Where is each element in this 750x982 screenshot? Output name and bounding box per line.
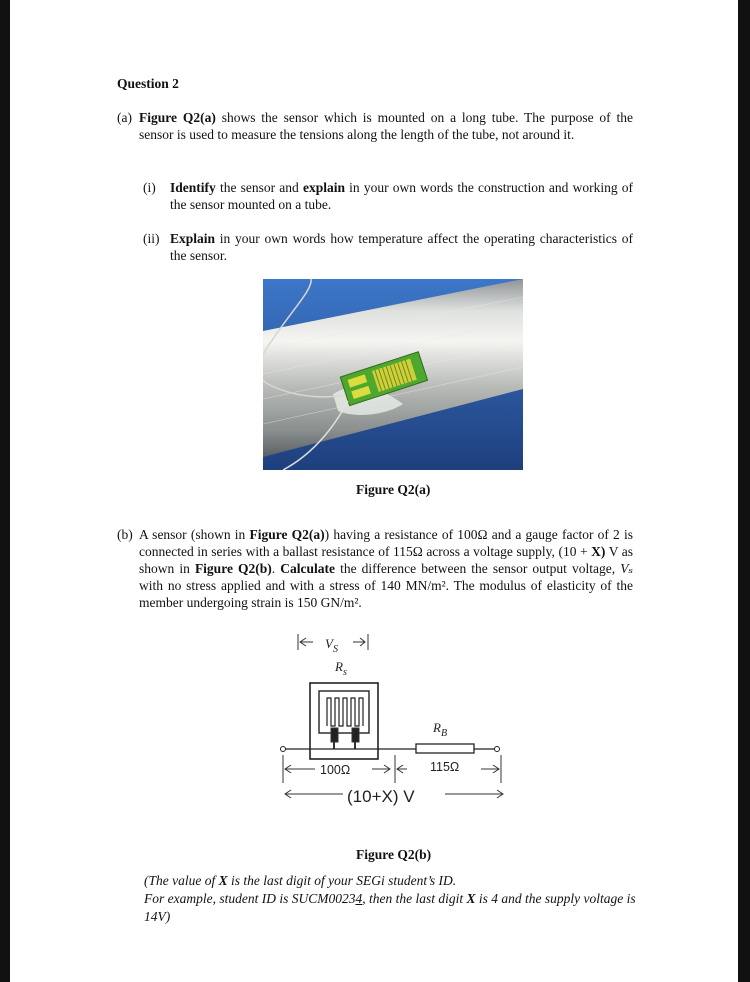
note-x-1: X [218,873,228,888]
part-b-label: (b) [117,527,133,542]
vs-label: $V_S$ [325,636,338,655]
strain-gauge-photo-svg [263,279,523,470]
sub-ii-text-1: in your own words how temperature affect the operating characteristics of the sensor. [170,231,633,263]
rs-label: $R_s$ [335,659,347,678]
part-b-text-2: ) having a resistance of 100Ω and a gauge factor of 2 is connected in series with a ballast resistance of 115Ω across a voltage supply, (10 + [139,527,633,559]
note-x-2: X [466,891,476,906]
part-b-text-3: V as shown in [139,544,633,576]
part-b-figure-ref-1: Figure Q2(a) [249,527,325,542]
gauge-grid [327,698,363,726]
student-id-note [144,872,636,926]
part-b-figure-ref-2: Figure Q2(b) [194,561,272,576]
figure-q2b-caption: Figure Q2(b) [356,847,432,862]
sub-ii-text [170,230,633,264]
question-title: Question 2 [117,76,179,91]
terminal-left [281,747,286,752]
part-a-label: (a) [117,110,132,125]
part-b-vs: Vₛ [620,561,634,576]
sub-ii-keyword-explain: Explain [170,231,216,246]
part-a-body: shows the sensor which is mounted on a long tube. The purpose of the sensor is used to measure the tensions along the length of the tube, not around it. [139,110,633,142]
gauge-lead-left [331,728,338,742]
sub-i-text [170,179,633,213]
sub-i-keyword-explain: explain [302,180,345,195]
sub-i-text-1: the sensor and [215,180,303,195]
part-b-text-4: . [271,561,281,576]
note-text-1: (The value of [144,873,219,888]
part-b-text-5: the difference between the sensor output voltage, [335,561,621,576]
terminal-right [495,747,500,752]
sub-ii-label: (ii) [143,231,160,246]
document-page [10,0,738,982]
strain-gauge-photo [263,279,523,470]
note-text-4: , then the last digit [362,891,467,906]
r1-value-label: 100Ω [320,763,351,777]
part-b-text-6: with no stress applied and with a stress of 140 MN/m². The modulus of elasticity of the member undergoing strain is 150 GN/m². [139,578,633,610]
part-b-text [139,526,633,611]
part-a-text [139,109,633,143]
part-b-text-1: A sensor (shown in [139,527,250,542]
part-a-figure-ref: Figure Q2(a) [139,110,216,125]
sub-i-text-2: in your own words the construction and working of the sensor mounted on a tube. [170,180,633,212]
sub-i-label: (i) [143,180,156,195]
rs-outer-box [310,683,378,759]
part-b-x: X) [591,544,606,559]
circuit-diagram [265,628,505,818]
sub-i-keyword-identify: Identify [170,180,216,195]
supply-label: (10+X) V [347,787,415,806]
note-text-5: is 4 and the supply voltage is 14V) [144,891,636,924]
rb-label: $R_B$ [433,720,448,739]
note-text-3: For example, student ID is SUCM0023 [144,891,356,906]
note-underlined-digit: 4 [355,891,363,906]
note-text-2: is the last digit of your SEGi student’s ID. [227,873,457,888]
r2-value-label: 115Ω [430,760,460,774]
gauge-lead-right [352,728,359,742]
part-b-keyword-calculate: Calculate [280,561,335,576]
rb-resistor [416,744,474,753]
figure-q2a-caption: Figure Q2(a) [356,482,431,497]
